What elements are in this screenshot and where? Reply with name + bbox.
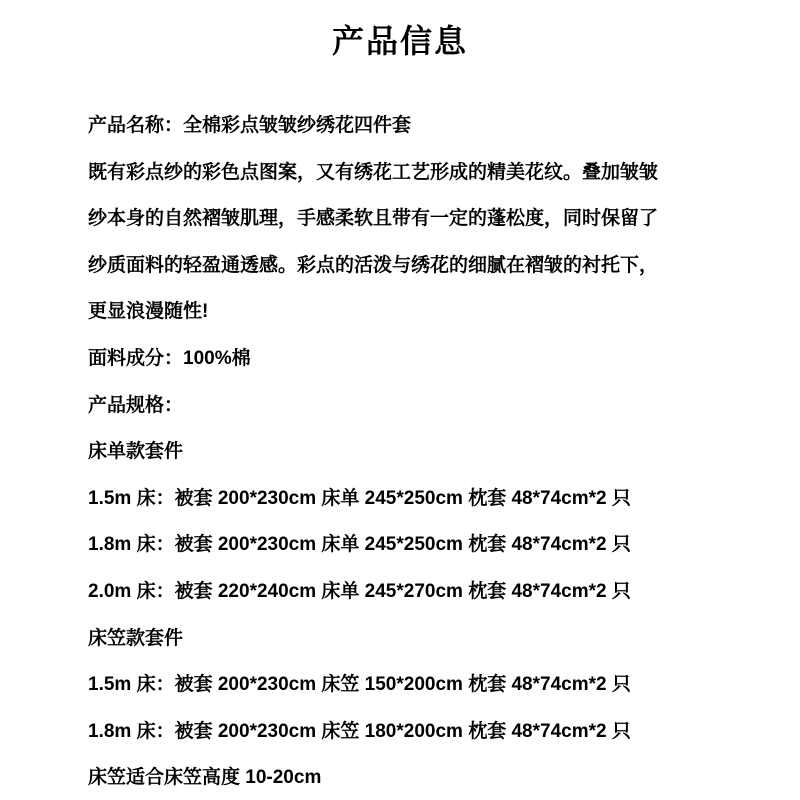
description-line-3: 纱质面料的轻盈通透感。彩点的活泼与绣花的细腻在褶皱的衬托下， [88, 254, 659, 276]
description-line-4: 更显浪漫随性! [88, 301, 209, 323]
flat-sheet-size-1-8m: 1.8m 床：被套 200*230cm 床单 245*250cm 枕套 48*74cm*2 只 [88, 534, 631, 556]
description-line-2: 纱本身的自然褶皱肌理，手感柔软且带有一定的蓬松度，同时保留了 [88, 208, 659, 230]
document-body [88, 103, 718, 800]
flat-sheet-size-2-0m: 2.0m 床：被套 220*240cm 床单 245*270cm 枕套 48*74cm*2 只 [88, 580, 631, 602]
flat-sheet-set-heading: 床单款套件 [88, 441, 184, 463]
fitted-sheet-height-line: 床笠适合床笠高度 10-20cm [88, 767, 322, 789]
description-line-1: 既有彩点纱的彩色点图案，又有绣花工艺形成的精美花纹。叠加皱皱 [88, 161, 659, 183]
fabric-composition-line: 面料成分：100%棉 [88, 347, 251, 369]
spec-heading-line: 产品规格： [88, 394, 184, 416]
fitted-sheet-set-heading: 床笠款套件 [88, 627, 184, 649]
product-name-line: 产品名称：全棉彩点皱皱纱绣花四件套 [88, 115, 412, 136]
fitted-sheet-size-1-5m: 1.5m 床：被套 200*230cm 床笠 150*200cm 枕套 48*74cm*2 只 [88, 674, 631, 696]
fitted-sheet-size-1-8m: 1.8m 床：被套 200*230cm 床笠 180*200cm 枕套 48*74cm*2 只 [88, 720, 631, 742]
flat-sheet-size-1-5m: 1.5m 床：被套 200*230cm 床单 245*250cm 枕套 48*74cm*2 只 [88, 487, 631, 509]
page-title: 产品信息 [331, 23, 468, 59]
